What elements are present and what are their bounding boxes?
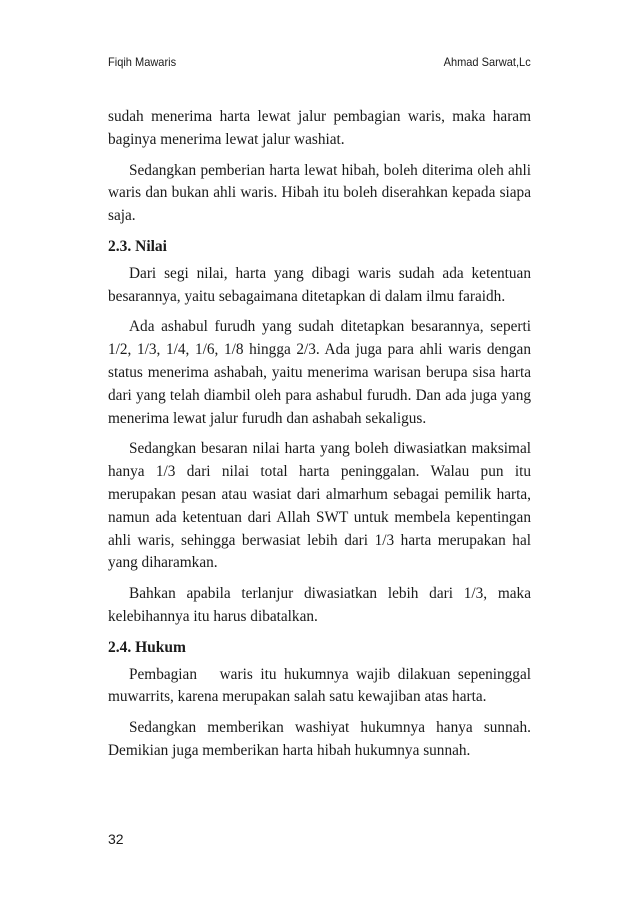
paragraph: Sedangkan besaran nilai harta yang boleh diwasiatkan maksimal hanya 1/3 dari nilai total harta peninggalan. Walau pun itu merupakan pesan atau wasiat dari almarhum sebagai pemilik harta, namun ada ketentuan dari Allah SWT untuk membela kepentingan ahli waris, sehingga berwasiat lebih dari 1/3 harta merupakan hal yang diharamkan. [108,440,531,572]
section-heading-hukum: 2.4. Hukum [108,638,186,656]
paragraph: Pembagian waris itu hukumnya wajib dilakuan sepeninggal muwarrits, karena merupakan salah satu kewajiban atas harta. [108,665,535,706]
section-heading-nilai: 2.3. Nilai [108,237,167,255]
paragraph: Ada ashabul furudh yang sudah ditetapkan besarannya, seperti 1/2, 1/3, 1/4, 1/6, 1/8 hingga 2/3. Ada juga para ahli waris dengan status menerima ashabah, yaitu menerima warisan berupa sisa harta dari yang telah diambil oleh para ashabul furudh. Dan ada juga yang menerima lewat jalur furudh dan ashabah sekaligus. [108,318,531,427]
paragraph: Bahkan apabila terlanjur diwasiatkan lebih dari 1/3, maka kelebihannya itu harus dibatalkan. [108,585,531,625]
paragraph: Sedangkan pemberian harta lewat hibah, boleh diterima oleh ahli waris dan bukan ahli waris. Hibah itu boleh diserahkan kepada siapa saja. [108,161,531,225]
header-book-title: Fiqih Mawaris [108,55,177,69]
running-header [108,55,531,69]
paragraph: sudah menerima harta lewat jalur pembagian waris, maka haram baginya menerima lewat jalur washiat. [108,108,531,148]
header-author: Ahmad Sarwat,Lc [443,55,531,69]
paragraph: Dari segi nilai, harta yang dibagi waris sudah ada ketentuan besarannya, yaitu sebagaimana ditetapkan di dalam ilmu faraidh. [108,264,531,305]
page-number: 32 [108,831,124,847]
paragraph: Sedangkan memberikan washiyat hukumnya hanya sunnah. Demikian juga memberikan harta hibah hukumnya sunnah. [108,719,531,759]
page-body [108,106,535,763]
